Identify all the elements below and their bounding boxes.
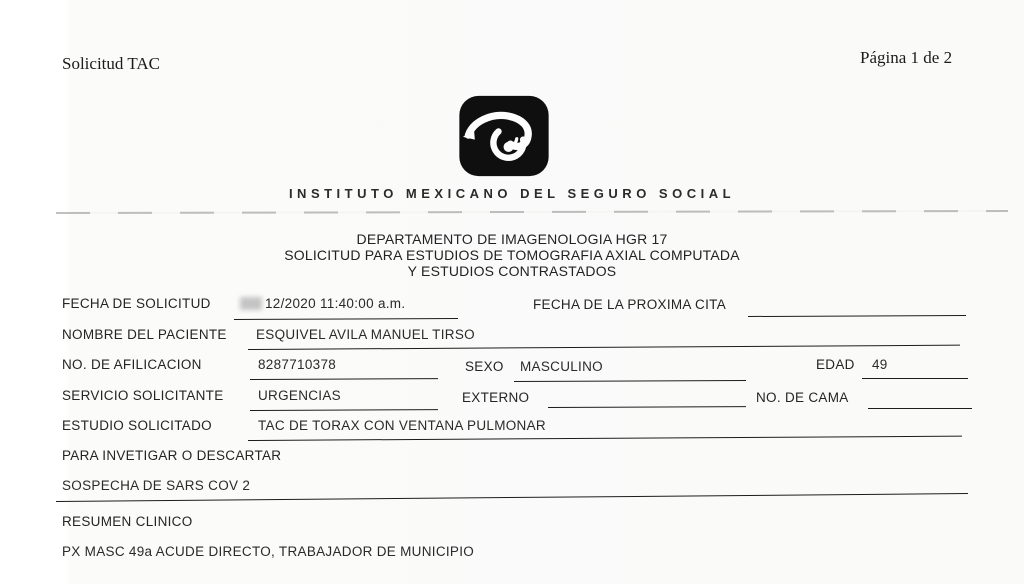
field-label-fecha-solicitud: FECHA DE SOLICITUD [62, 296, 211, 311]
form-title-line1: SOLICITUD PARA ESTUDIOS DE TOMOGRAFIA AXIAL COMPUTADA [284, 247, 740, 263]
horizontal-rule [56, 210, 1008, 214]
section-label-para-investigar: PARA INVETIGAR O DESCARTAR [62, 448, 282, 463]
field-value-edad: 49 [872, 357, 888, 372]
underline-servicio-solicitante [250, 409, 438, 411]
form-title-line2: Y ESTUDIOS CONTRASTADOS [407, 263, 617, 279]
field-value-nombre-paciente: ESQUIVEL AVILA MANUEL TIRSO [256, 327, 475, 342]
field-label-proxima-cita: FECHA DE LA PROXIMA CITA [533, 297, 726, 312]
field-label-externo: EXTERNO [462, 390, 530, 405]
field-value-sospecha: SOSPECHA DE SARS COV 2 [62, 478, 251, 493]
field-value-fecha-solicitud: 12/2020 11:40:00 a.m. [240, 296, 405, 311]
underline-sexo [514, 380, 746, 382]
underline-nombre-paciente [248, 345, 960, 350]
field-value-resumen-clinico: PX MASC 49a ACUDE DIRECTO, TRABAJADOR DE MUNICIPIO [62, 544, 475, 559]
field-label-no-cama: NO. DE CAMA [756, 390, 849, 405]
underline-fecha-solicitud [234, 318, 458, 320]
underline-estudio-solicitado [248, 436, 962, 441]
institution-name: INSTITUTO MEXICANO DEL SEGURO SOCIAL [288, 186, 736, 201]
underline-no-cama [868, 408, 972, 409]
imss-eagle-icon [458, 95, 550, 177]
field-label-no-afiliacion: NO. DE AFILICACION [62, 357, 202, 372]
field-label-servicio-solicitante: SERVICIO SOLICITANTE [62, 388, 224, 403]
underline-sospecha-section [56, 493, 968, 502]
field-label-nombre-paciente: NOMBRE DEL PACIENTE [62, 327, 227, 342]
underline-no-afiliacion [250, 378, 438, 380]
redacted-date-fragment [240, 297, 262, 310]
page-number-indicator: Página 1 de 2 [860, 48, 953, 67]
department-title: DEPARTAMENTO DE IMAGENOLOGIA HGR 17 [356, 231, 668, 247]
section-label-resumen-clinico: RESUMEN CLINICO [62, 514, 193, 529]
field-label-estudio-solicitado: ESTUDIO SOLICITADO [62, 418, 212, 433]
field-value-estudio-solicitado: TAC DE TORAX CON VENTANA PULMONAR [258, 418, 546, 433]
field-label-edad: EDAD [816, 357, 855, 372]
field-value-sexo: MASCULINO [520, 359, 603, 374]
underline-proxima-cita [748, 315, 966, 317]
field-value-no-afiliacion: 8287710378 [258, 357, 337, 372]
field-label-sexo: SEXO [465, 359, 504, 374]
imss-logo [458, 95, 550, 177]
field-value-servicio-solicitante: URGENCIAS [258, 388, 341, 403]
document-type-label: Solicitud TAC [62, 54, 160, 73]
underline-edad [862, 378, 968, 379]
underline-externo [548, 406, 746, 408]
